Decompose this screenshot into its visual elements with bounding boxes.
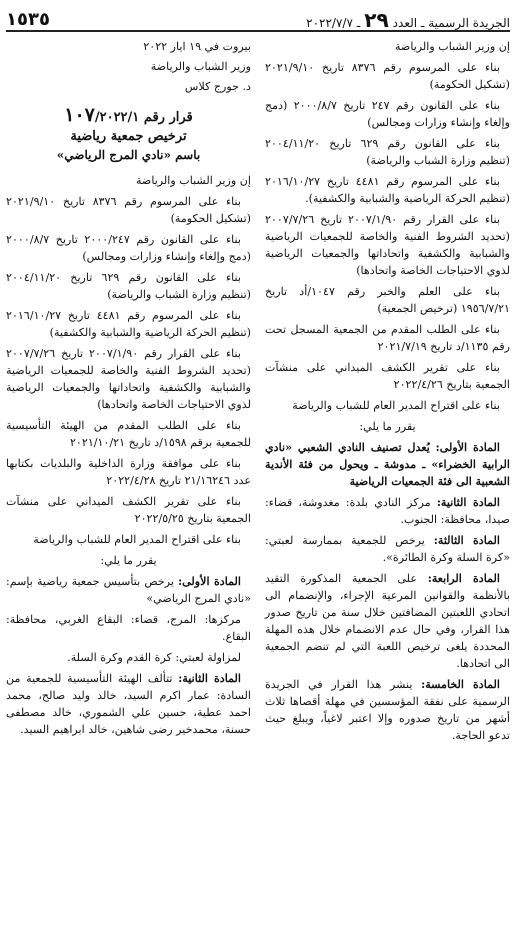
article-label: المادة الثانية: xyxy=(178,672,241,685)
article xyxy=(6,649,251,666)
article xyxy=(6,670,251,738)
decision-title: ترخيص جمعية رياضية xyxy=(70,129,187,144)
paragraph: بناء على القانون رقم ٦٢٩ تاريخ ٢٠٠٤/١١/٢٠ (تنظيم وزارة الشباب والرياضة) xyxy=(265,137,510,167)
article xyxy=(265,570,510,672)
article-text: لمزاولة لعبتي: كرة القدم وكرة السلة. xyxy=(67,651,241,664)
decision-suffix: /٢٠٢٢/١ xyxy=(94,110,140,125)
issue-number: ٢٩ xyxy=(364,8,389,32)
decision-club-name: باسم «نادي المرج الرياضي» xyxy=(56,148,201,162)
decision-number: ١٠٧ xyxy=(64,104,95,126)
paragraph: بناء على الطلب المقدم من الجمعية المسجل تحت رقم ١١٣٥/د تاريخ ٢٠٢١/٧/١٩ xyxy=(265,323,510,353)
columns xyxy=(6,38,510,928)
right-column xyxy=(265,38,510,928)
signature-place-date: بيروت في ١٩ ايار ٢٠٢٢ xyxy=(143,40,251,53)
decides: يقرر ما يلي: xyxy=(100,554,157,567)
paragraph: بناء على القرار رقم ٢٠٠٧/١/٩٠ تاريخ ٢٠٠٧/٧/٢٦ (تحديد الشروط الفنية والخاصة للجمعيات الرياضية والشبابية والكشفية واتحاداتها والجمعيات الرياضية لذوي الاحتياجات الخاصة واتحادها) xyxy=(6,347,251,411)
issue-date: ـ ٢٠٢٢/٧/٧ xyxy=(306,16,361,30)
paragraph: بناء على تقرير الكشف الميداني على منشآت الجمعية بتاريخ ٢٠٢٢/٤/٢٦ xyxy=(265,361,510,391)
article-text: على الجمعية المذكورة التقيد بالأنظمة والقوانين المرعية الإجراء، والإنضمام الى اتحادي اللعبتين المضافتين خلال سنة من تاريخ صدور هذا القرار، وفي حال عدم الانضمام خلال هذه المهلة المحددة يلغى ترخيص اللعبة التي لم تنضم الجمعية الى اتحادها. xyxy=(265,572,510,670)
paragraph: بناء على القانون رقم ٢٠٠٠/٢٤٧ تاريخ ٢٠٠٠/٨/٧ (دمج وإلغاء وإنشاء وزارات ومجالس) xyxy=(6,233,251,263)
paragraph: بناء على اقتراح المدير العام للشباب والرياضة xyxy=(33,533,241,546)
paragraph: بناء على موافقة وزارة الداخلية والبلديات بكتابها عدد ٢١/١٦٢٤٦ تاريخ ٢٠٢٢/٤/٢٨ xyxy=(6,457,251,487)
header-journal xyxy=(306,10,510,30)
article-text: مركز النادي بلدة: مغدوشة، قضاء: صيدا، محافظة: الجنوب. xyxy=(265,496,510,526)
signature-title: وزير الشباب والرياضة xyxy=(150,60,251,73)
article-text: يرخص للجمعية بممارسة لعبتي: «كرة السلة وكرة الطائرة». xyxy=(265,534,510,564)
page-header xyxy=(6,6,510,32)
article-text: يرخص بتأسيس جمعية رياضية بإسم: «نادي المرج الرياضي» xyxy=(6,575,251,605)
article xyxy=(6,611,251,645)
article xyxy=(6,573,251,607)
article-label: المادة الأولى: xyxy=(435,441,500,454)
paragraph: بناء على العلم والخبر رقم ١٠٤٧/أد تاريخ ١٩٥٦/٧/٢١ (ترخيص الجمعية) xyxy=(265,285,510,315)
decision-prefix: قرار رقم xyxy=(143,110,193,125)
paragraph: بناء على المرسوم رقم ٨٣٧٦ تاريخ ٢٠٢١/٩/١٠ (تشكيل الحكومة) xyxy=(6,195,251,225)
page-number: ١٥٣٥ xyxy=(6,9,50,30)
signature-name: د. جورج كلاس xyxy=(184,80,251,93)
article xyxy=(265,532,510,566)
paragraph: بناء على المرسوم رقم ٤٤٨١ تاريخ ٢٠١٦/١٠/٢٧ (تنظيم الحركة الرياضية والشبابية والكشفية). xyxy=(265,175,510,205)
paragraph: بناء على القانون رقم ٢٤٧ تاريخ ٢٠٠٠/٨/٧ (دمج وإلغاء وإنشاء وزارات ومجالس) xyxy=(265,99,510,129)
paragraph: بناء على القانون رقم ٦٢٩ تاريخ ٢٠٠٤/١١/٢٠ (تنظيم وزارة الشباب والرياضة) xyxy=(6,271,251,301)
article-text: تتألف الهيئة التأسيسية للجمعية من السادة: عمار اكرم السيد، خالد وليد صالح، محمد احمد عطية، حسين علي الشموري، خالد مصطفى حسنة، محمدخير رضى شاهين، خالد ابراهيم السيد. xyxy=(6,672,251,736)
journal-name: الجريدة الرسمية ـ العدد xyxy=(392,16,510,30)
paragraph: إن وزير الشباب والرياضة xyxy=(394,40,510,53)
left-column xyxy=(6,38,251,928)
paragraph: بناء على القرار رقم ٢٠٠٧/١/٩٠ تاريخ ٢٠٠٧/٧/٢٦ (تحديد الشروط الفنية والخاصة للجمعيات الرياضية والشبابية والكشفية واتحاداتها والجمعيات الرياضية لذوي الاحتياجات الخاصة واتحادها) xyxy=(265,213,510,277)
article xyxy=(265,439,510,490)
article xyxy=(265,494,510,528)
article-label: المادة الرابعة: xyxy=(427,572,500,585)
article-label: المادة الثالثة: xyxy=(433,534,500,547)
article-text: مركزها: المرج، قضاء: البقاع الغربي، محافظة: البقاع. xyxy=(6,613,251,643)
article-text: يُعدل تصنيف النادي الشعبي «نادي الرابية الخضراء» ـ مدوشة ـ ويحول من فئة الأندية الشعبية الى فئة الجمعيات الرياضية xyxy=(265,441,510,488)
paragraph: بناء على تقرير الكشف الميداني على منشآت الجمعية بتاريخ ٢٠٢٢/٥/٢٥ xyxy=(6,495,251,525)
article-label: المادة الأولى: xyxy=(178,575,242,588)
article-label: المادة الثانية: xyxy=(436,496,500,509)
paragraph: بناء على المرسوم رقم ٨٣٧٦ تاريخ ٢٠٢١/٩/١٠ (تشكيل الحكومة) xyxy=(265,61,510,91)
decides: يقرر ما يلي: xyxy=(359,420,416,433)
paragraph: بناء على اقتراح المدير العام للشباب والرياضة xyxy=(292,399,500,412)
decision-heading xyxy=(6,104,251,126)
paragraph: إن وزير الشباب والرياضة xyxy=(135,174,251,187)
article xyxy=(265,676,510,744)
article-label: المادة الخامسة: xyxy=(421,678,500,691)
article-text: ينشر هذا القرار في الجريدة الرسمية على نفقة المؤسسين في مهلة أقصاها ثلاث أشهر من تاريخ صدوره وإلا اعتبر لاغياً، ويبلغ حيث تدعو الحاجة. xyxy=(265,678,510,742)
paragraph: بناء على الطلب المقدم من الهيئة التأسيسية للجمعية برقم ١٥٩٨/د تاريخ ٢٠٢١/١٠/٢١ xyxy=(6,419,251,449)
paragraph: بناء على المرسوم رقم ٤٤٨١ تاريخ ٢٠١٦/١٠/٢٧ (تنظيم الحركة الرياضية والشبابية والكشفية) xyxy=(6,309,251,339)
